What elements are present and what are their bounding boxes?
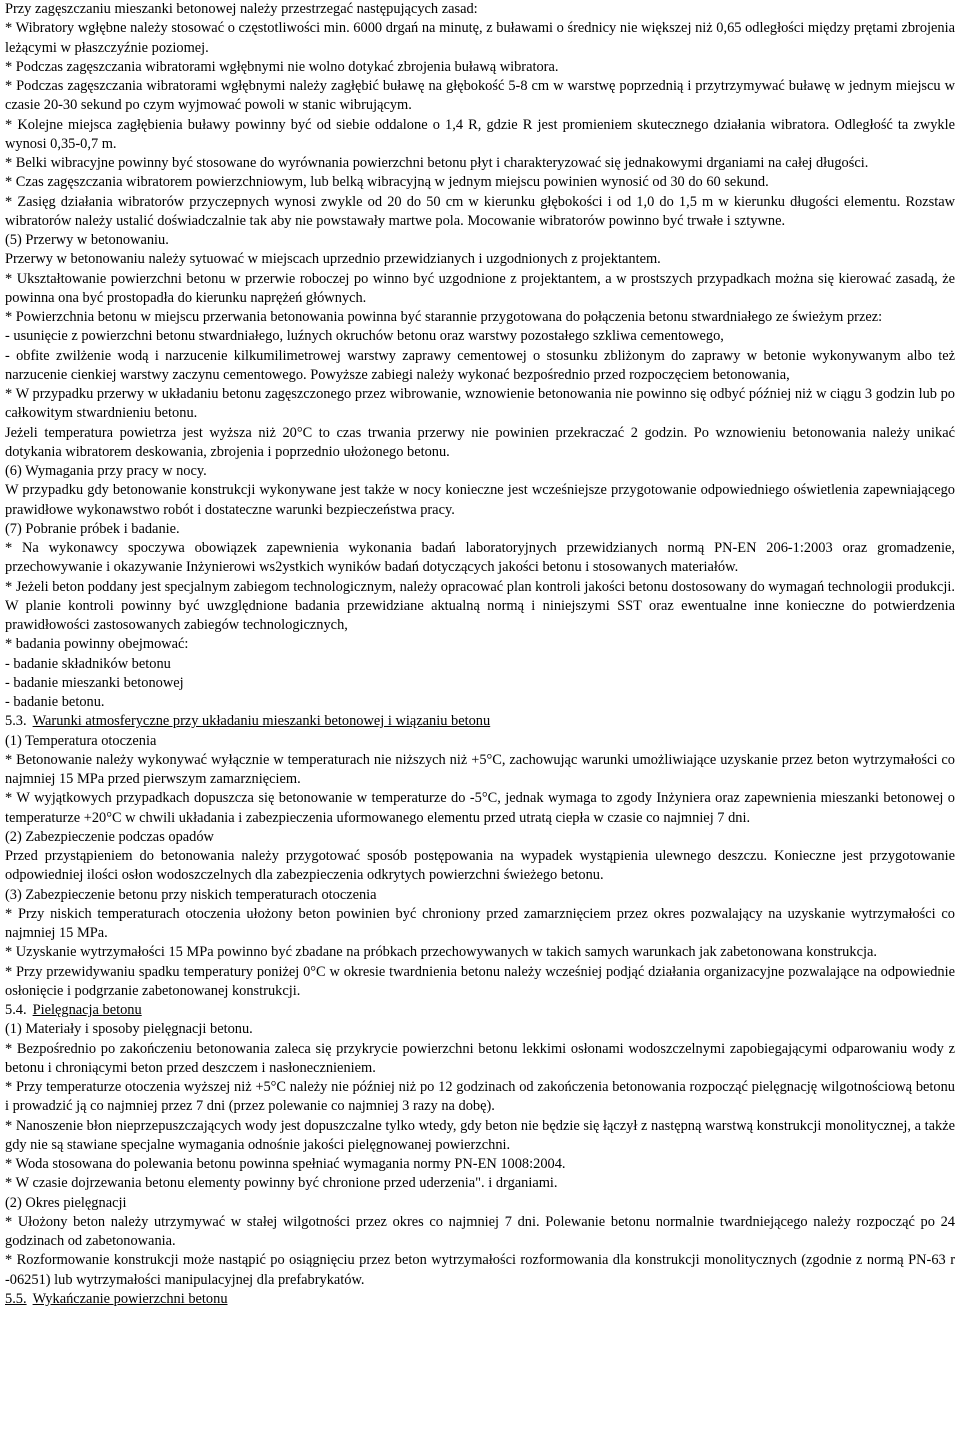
- paragraph: * Czas zagęszczania wibratorem powierzchniowym, lub belką wibracyjną w jednym miejscu powinien wynosić od 30 do 60 sekund.: [5, 174, 769, 191]
- section-number: 5.4.: [5, 1002, 27, 1018]
- paragraph: * Jeżeli beton poddany jest specjalnym zabiegom technologicznym, należy opracować plan kontroli jakości betonu dostosowany do wymagań technologii produkcji. W planie kontroli powinny być uwzględnione badania przewidziane aktualną normą i niniejszymi SST oraz ewentualne inne konieczne do potwierdzenia prawidłowości zastosowanych zabiegów technologicznych,: [5, 578, 955, 633]
- paragraph: * Woda stosowana do polewania betonu powinna spełniać wymagania normy PN-EN 1008:2004.: [5, 1156, 566, 1172]
- paragraph: * Belki wibracyjne powinny być stosowane do wyrównania powierzchni betonu płyt i charakteryzować się jednakowymi drganiami na całej długości.: [5, 155, 869, 171]
- paragraph: * Wibratory wgłębne należy stosować o częstotliwości min. 6000 drgań na minutę, z buławami o średnicy nie większej niż 0,65 odległości między prętami zbrojenia leżącymi w płaszczyźnie poziomej.: [5, 20, 955, 56]
- paragraph: (1) Materiały i sposoby pielęgnacji betonu.: [5, 1021, 253, 1038]
- paragraph: * Powierzchnia betonu w miejscu przerwania betonowania powinna być starannie przygotowana do połączenia betonu stwardniałego ze świeżym przez:: [5, 309, 883, 325]
- section-number: 5.5.: [5, 1290, 27, 1307]
- paragraph: * Przy temperaturze otoczenia wyższej niż +5°C należy nie później niż po 12 godzinach od zakończenia betonowania rozpocząć pielęgnację wilgotnościową betonu i prowadzić ją co najmniej przez 7 dni (przez polewanie co najmniej 3 razy na dobę).: [5, 1079, 955, 1115]
- paragraph: - badanie mieszanki betonowej: [5, 674, 184, 691]
- paragraph: * Nanoszenie błon nieprzepuszczających wody jest dopuszczalne tylko wtedy, gdy beton nie będzie się łączył z następną warstwą konstrukcji monolitycznej, a także gdy nie są stawiane specjalne wymagania odnośnie jakości pielęgnowanej powierzchni.: [5, 1117, 955, 1153]
- paragraph: - usunięcie z powierzchni betonu stwardniałego, luźnych okruchów betonu oraz warstwy pozostałego szkliwa cementowego,: [5, 328, 724, 345]
- paragraph: Przerwy w betonowaniu należy sytuować w miejscach uprzednio przewidzianych i uzgodnionych z projektantem.: [5, 251, 661, 268]
- paragraph: * Ukształtowanie powierzchni betonu w przerwie roboczej po winno być uzgodnione z projektantem, a w prostszych przypadkach można się kierować zasadą, że powinna ona być prostopadła do kierunku naprężeń głównych.: [5, 270, 955, 306]
- paragraph: (6) Wymagania przy pracy w nocy.: [5, 463, 207, 479]
- paragraph: * Betonowanie należy wykonywać wyłącznie w temperaturach nie niższych niż +5°C, zachowując warunki umożliwiające uzyskanie przez beton wytrzymałości co najmniej 15 MPa przed pierwszym zamarznięciem.: [5, 751, 955, 787]
- paragraph: (1) Temperatura otoczenia: [5, 732, 157, 749]
- paragraph: (2) Okres pielęgnacji: [5, 1194, 127, 1211]
- section-heading: [5, 1290, 955, 1309]
- paragraph: Jeżeli temperatura powietrza jest wyższa niż 20°C to czas trwania przerwy nie powinien przekraczać 2 godzin. Po wznowieniu betonowania należy unikać dotykania wibratorem deskowania, zbrojenia i poprzednio ułożonego betonu.: [5, 424, 955, 460]
- section-title: Wykańczanie powierzchni betonu: [32, 1290, 228, 1307]
- paragraph: (5) Przerwy w betonowaniu.: [5, 232, 169, 248]
- paragraph: (2) Zabezpieczenie podczas opadów: [5, 828, 214, 845]
- paragraph: * Przy niskich temperaturach otoczenia ułożony beton powinien być chroniony przed zamarznięciem przez okres pozwalający na uzyskanie wytrzymałości co najmniej 15 MPa.: [5, 905, 955, 941]
- paragraph: * Podczas zagęszczania wibratorami wgłębnymi należy zagłębić buławę na głębokość 5-8 cm w warstwę poprzednią i przytrzymywać buławę w jednym miejscu w czasie 20-30 sekund po czym wyjmować powoli w stanic wibrującym.: [5, 78, 955, 114]
- paragraph: Przed przystąpieniem do betonowania należy przygotować sposób postępowania na wypadek wystąpienia ulewnego deszczu. Konieczne jest przygotowanie odpowiedniej ilości osłon wodoszczelnych dla zabezpieczenia odkrytych powierzchni świeżego betonu.: [5, 848, 955, 884]
- paragraph: * Ułożony beton należy utrzymywać w stałej wilgotności przez okres co najmniej 7 dni. Polewanie betonu normalnie twardniejącego należy rozpocząć po 24 godzinach od zabetonowania.: [5, 1213, 955, 1249]
- paragraph: * Bezpośrednio po zakończeniu betonowania zaleca się przykrycie powierzchni betonu lekkimi osłonami wodoszczelnymi zapobiegającymi odparowaniu wody z betonu i chroniącymi beton przed deszczem i nasłonecznieniem.: [5, 1040, 955, 1076]
- paragraph: * Rozformowanie konstrukcji może nastąpić po osiągnięciu przez beton wytrzymałości rozformowania dla konstrukcji monolitycznych (zgodnie z normą PN-63 r -06251) lub wytrzymałości manipulacyjnej dla prefabrykatów.: [5, 1252, 955, 1288]
- paragraph: W przypadku gdy betonowanie konstrukcji wykonywane jest także w nocy konieczne jest wcześniejsze przygotowanie odpowiedniego oświetlenia zapewniającego prawidłowe wykonawstwo robót i dostateczne warunki bezpieczeństwa pracy.: [5, 482, 955, 518]
- paragraph: * Zasięg działania wibratorów przyczepnych wynosi zwykle od 20 do 50 cm w kierunku głębokości i od 1,0 do 1,5 m w kierunku długości elementu. Rozstaw wibratorów należy ustalić doświadczalnie tak aby nie powstawały martwe pola. Mocowanie wibratorów powinno być trwałe i sztywne.: [5, 193, 955, 229]
- paragraph: (7) Pobranie próbek i badanie.: [5, 520, 180, 537]
- paragraph: * Na wykonawcy spoczywa obowiązek zapewnienia wykonania badań laboratoryjnych przewidzianych normą PN-EN 206-1:2003 oraz gromadzenie, przechowywanie i okazywanie Inżynierowi ws2ystkich wyników badań dotyczących jakości betonu i stosowanych materiałów.: [5, 540, 955, 576]
- section-title: Warunki atmosferyczne przy układaniu mieszanki betonowej i wiązaniu betonu: [32, 713, 491, 730]
- paragraph: * Kolejne miejsca zagłębienia buławy powinny być od siebie oddalone o 1,4 R, gdzie R jest promieniem skutecznego działania wibratora. Odległość ta zwykle wynosi 0,35-0,7 m.: [5, 116, 955, 152]
- paragraph: - badanie betonu.: [5, 694, 105, 710]
- paragraph: * Przy przewidywaniu spadku temperatury poniżej 0°C w okresie twardnienia betonu należy wcześniej podjąć działania organizacyjne pozwalające na odpowiednie osłonięcie i podgrzanie zabetonowanej konstrukcji.: [5, 963, 955, 999]
- section-heading: [5, 712, 955, 731]
- paragraph: * Podczas zagęszczania wibratorami wgłębnymi nie wolno dotykać zbrojenia buławą wibratora.: [5, 58, 559, 75]
- paragraph: - obfite zwilżenie wodą i narzucenie kilkumilimetrowej warstwy zaprawy cementowej o stosunku zbliżonym do zaprawy w betonie wykonywanym albo też narzucenie cienkiej warstwy zaczynu cementowego. Powyższe zabiegi należy wykonać bezpośrednio przed rozpoczęciem betonowania,: [5, 347, 955, 383]
- paragraph: * W przypadku przerwy w układaniu betonu zagęszczonego przez wibrowanie, wznowienie betonowania nie powinno się odbyć później niż w ciągu 3 godzin lub po całkowitym stwardnieniu betonu.: [5, 386, 955, 422]
- section-number: 5.3.: [5, 713, 27, 730]
- paragraph: * W wyjątkowych przypadkach dopuszcza się betonowanie w temperaturze do -5°C, jednak wymaga to zgody Inżyniera oraz zapewnienia mieszanki betonowej o temperaturze +20°C w chwili układania i zabezpieczenia uformowanego elementu przed utratą ciepła w czasie co najmniej 7 dni.: [5, 790, 955, 826]
- paragraph: * badania powinny obejmować:: [5, 636, 189, 653]
- section-title: Pielęgnacja betonu: [32, 1002, 142, 1018]
- section-heading: [5, 1001, 955, 1020]
- paragraph: Przy zagęszczaniu mieszanki betonowej należy przestrzegać następujących zasad:: [5, 1, 478, 17]
- paragraph: (3) Zabezpieczenie betonu przy niskich temperaturach otoczenia: [5, 886, 377, 903]
- paragraph: * W czasie dojrzewania betonu elementy powinny być chronione przed uderzenia". i drganiami.: [5, 1175, 558, 1192]
- paragraph: * Uzyskanie wytrzymałości 15 MPa powinno być zbadane na próbkach przechowywanych w takich samych warunkach jak zabetonowana konstrukcja.: [5, 944, 877, 961]
- paragraph: - badanie składników betonu: [5, 655, 171, 672]
